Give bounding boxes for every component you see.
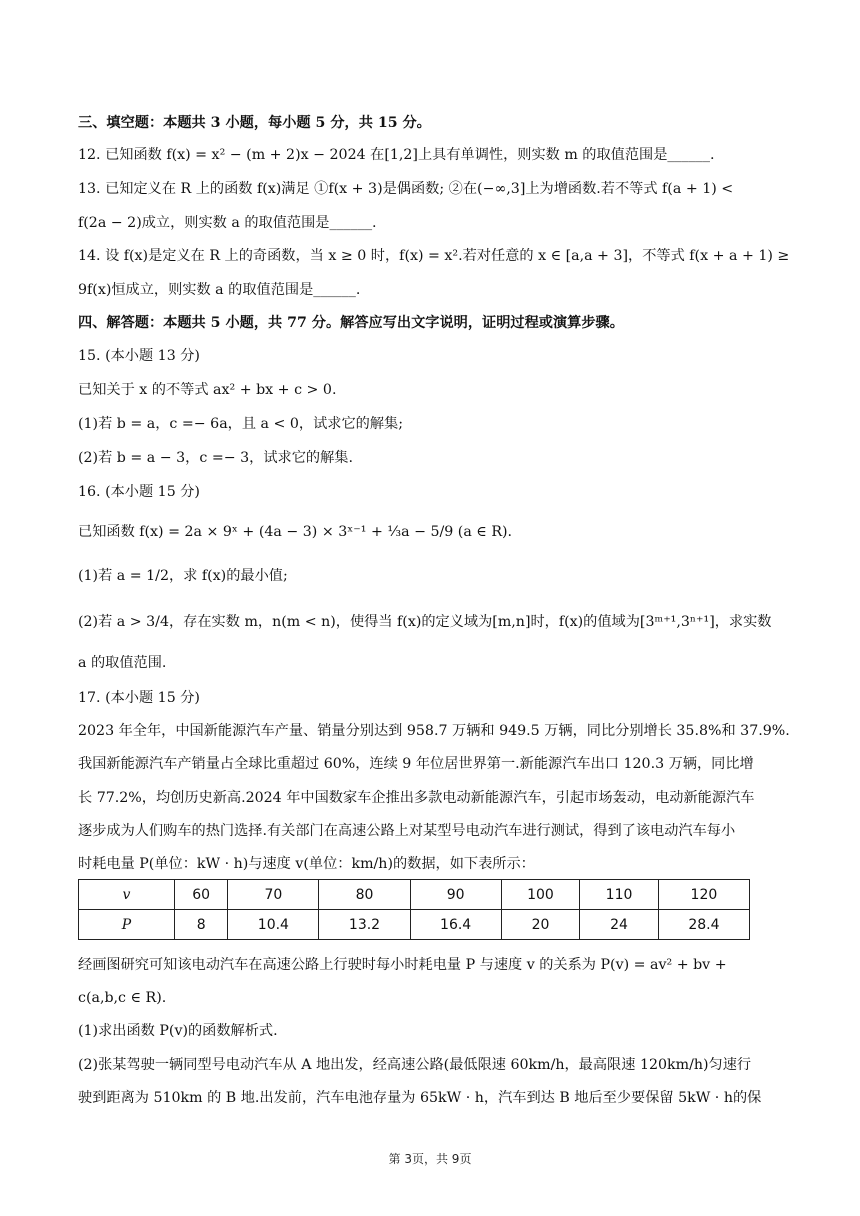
question-16-title: 16. (本小题 15 分) [78,484,200,500]
question-15-stem: 已知关于 x 的不等式 ax² + bx + c > 0. [78,382,337,398]
question-15-title: 15. (本小题 13 分) [78,348,200,364]
question-16-part-2-line-2: a 的取值范围. [78,655,167,671]
table-cell: 90 [410,880,501,910]
question-16-part-1: (1)若 a = 1/2，求 f(x)的最小值; [78,568,288,584]
question-17-relation-line-1: 经画图研究可知该电动汽车在高速公路上行驶时每小时耗电量 P 与速度 v 的关系为 P(v) = av² + bv + [78,957,727,973]
question-13-line-1: 13. 已知定义在 R 上的函数 f(x)满足 ①f(x + 3)是偶函数; ②在(−∞,3]上为增函数.若不等式 f(a + 1) < [78,181,734,197]
table-cell: 13.2 [319,910,410,940]
table-cell: P [79,910,175,940]
question-17-part-1: (1)求出函数 P(v)的函数解析式. [78,1023,278,1039]
table-cell: v [79,880,175,910]
table-cell: 20 [501,910,580,940]
question-14-line-1: 14. 设 f(x)是定义在 R 上的奇函数，当 x ≥ 0 时，f(x) = x².若对任意的 x ∈ [a,a + 3]，不等式 f(x + a + 1) ≥ [78,248,790,264]
question-13-line-2: f(2a − 2)成立，则实数 a 的取值范围是______. [78,215,377,231]
table-row [79,910,750,940]
table-cell: 28.4 [658,910,749,940]
question-16-part-2-line-1: (2)若 a > 3/4，存在实数 m，n(m < n)，使得当 f(x)的定义域为[m,n]时，f(x)的值域为[3ᵐ⁺¹,3ⁿ⁺¹]，求实数 [78,614,772,630]
table-cell: 110 [580,880,659,910]
question-12: 12. 已知函数 f(x) = x² − (m + 2)x − 2024 在[1,2]上具有单调性，则实数 m 的取值范围是______. [78,147,715,163]
table-cell: 8 [175,910,228,940]
table-cell: 16.4 [410,910,501,940]
question-16-stem: 已知函数 f(x) = 2a × 9ˣ + (4a − 3) × 3ˣ⁻¹ + ⅓a − 5/9 (a ∈ R). [78,524,513,540]
question-15-part-1: (1)若 b = a，c =− 6a，且 a < 0，试求它的解集; [78,416,404,432]
table-cell: 60 [175,880,228,910]
table-row [79,880,750,910]
section-4-heading: 四、解答题：本题共 5 小题，共 77 分。解答应写出文字说明，证明过程或演算步骤。 [78,315,624,331]
table-cell: 80 [319,880,410,910]
table-cell: 10.4 [228,910,319,940]
question-17-part-2-line-2: 驶到距离为 510km 的 B 地.出发前，汽车电池存量为 65kW · h，汽车到达 B 地后至少要保留 5kW · h的保 [78,1090,762,1106]
question-15-part-2: (2)若 b = a − 3，c =− 3，试求它的解集. [78,450,353,466]
table-cell: 70 [228,880,319,910]
table-cell: 24 [580,910,659,940]
table-cell: 120 [658,880,749,910]
question-17-part-2-line-1: (2)张某驾驶一辆同型号电动汽车从 A 地出发，经高速公路(最低限速 60km/h，最高限速 120km/h)匀速行 [78,1057,752,1073]
question-17-paragraph-line-1: 2023 年全年，中国新能源汽车产量、销量分别达到 958.7 万辆和 949.5 万辆，同比分别增长 35.8%和 37.9%. [78,723,790,739]
question-17-paragraph-line-3: 长 77.2%，均创历史新高.2024 年中国数家车企推出多款电动新能源汽车，引起市场轰动，电动新能源汽车 [78,790,755,806]
question-17-paragraph-line-2: 我国新能源汽车产销量占全球比重超过 60%，连续 9 年位居世界第一.新能源汽车出口 120.3 万辆，同比增 [78,756,754,772]
question-17-title: 17. (本小题 15 分) [78,690,200,706]
question-17-relation-line-2: c(a,b,c ∈ R). [78,990,167,1006]
question-17-paragraph-line-4: 逐步成为人们购车的热门选择.有关部门在高速公路上对某型号电动汽车进行测试，得到了该电动汽车每小 [78,823,736,839]
question-17-paragraph-line-5: 时耗电量 P(单位：kW · h)与速度 v(单位：km/h)的数据，如下表所示： [78,856,535,872]
page-number: 第 3页，共 9页 [388,1152,472,1166]
question-14-line-2: 9f(x)恒成立，则实数 a 的取值范围是______. [78,282,361,298]
table-cell: 100 [501,880,580,910]
section-3-heading: 三、填空题：本题共 3 小题，每小题 5 分，共 15 分。 [78,115,431,131]
speed-power-table [78,879,750,940]
